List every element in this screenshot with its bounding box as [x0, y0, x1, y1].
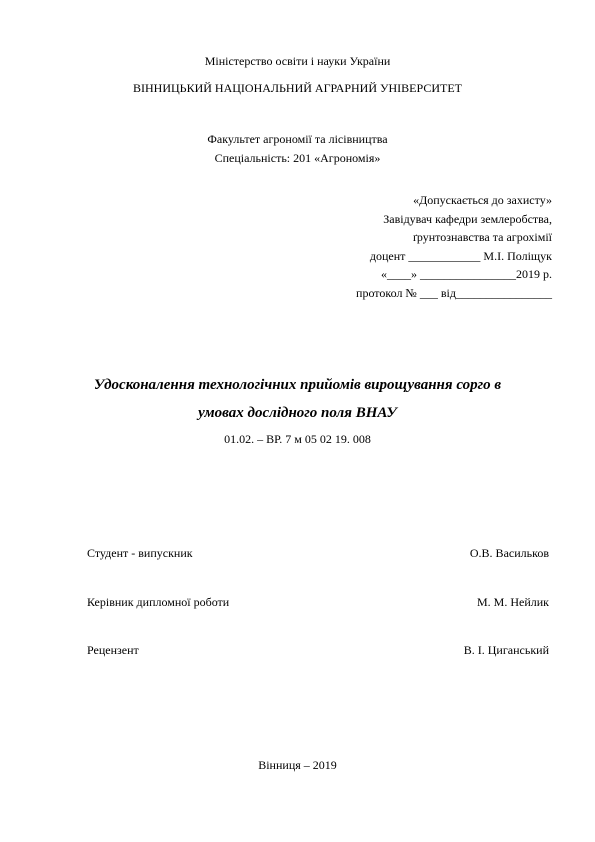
approval-date-line: «____» ________________2019 р.: [381, 267, 552, 281]
reviewer-name: В. І. Циганський: [463, 643, 549, 657]
department-head-line2: ґрунтознавства та агрохімії: [412, 230, 552, 244]
student-name: О.В. Васильков: [469, 546, 549, 560]
ministry-name: Міністерство освіти і науки України: [204, 54, 391, 68]
admitted-to-defense: «Допускається до захисту»: [413, 193, 552, 207]
reviewer-role: Рецензент: [87, 643, 139, 657]
university-name: ВІННИЦЬКИЙ НАЦІОНАЛЬНИЙ АГРАРНИЙ УНІВЕРСИТЕТ: [133, 81, 462, 95]
thesis-title-line2: умовах дослідного поля ВНАУ: [198, 405, 397, 421]
city-year: Вінниця – 2019: [258, 758, 337, 772]
specialty-name: Спеціальність: 201 «Агрономія»: [214, 151, 381, 165]
department-head-line1: Завідувач кафедри землеробства,: [383, 212, 552, 226]
faculty-name: Факультет агрономії та лісівництва: [207, 132, 388, 146]
supervisor-name: М. М. Нейлик: [477, 595, 549, 609]
student-role: Студент - випускник: [87, 546, 193, 560]
head-signature-line: доцент ____________ М.І. Поліщук: [369, 249, 552, 263]
thesis-title-line1: Удосконалення технологічних прийомів вирощування сорго в: [93, 377, 502, 393]
protocol-line: протокол № ___ від________________: [356, 286, 552, 300]
supervisor-role: Керівник дипломної роботи: [87, 595, 230, 609]
thesis-code: 01.02. – ВР. 7 м 05 02 19. 008: [224, 432, 371, 446]
